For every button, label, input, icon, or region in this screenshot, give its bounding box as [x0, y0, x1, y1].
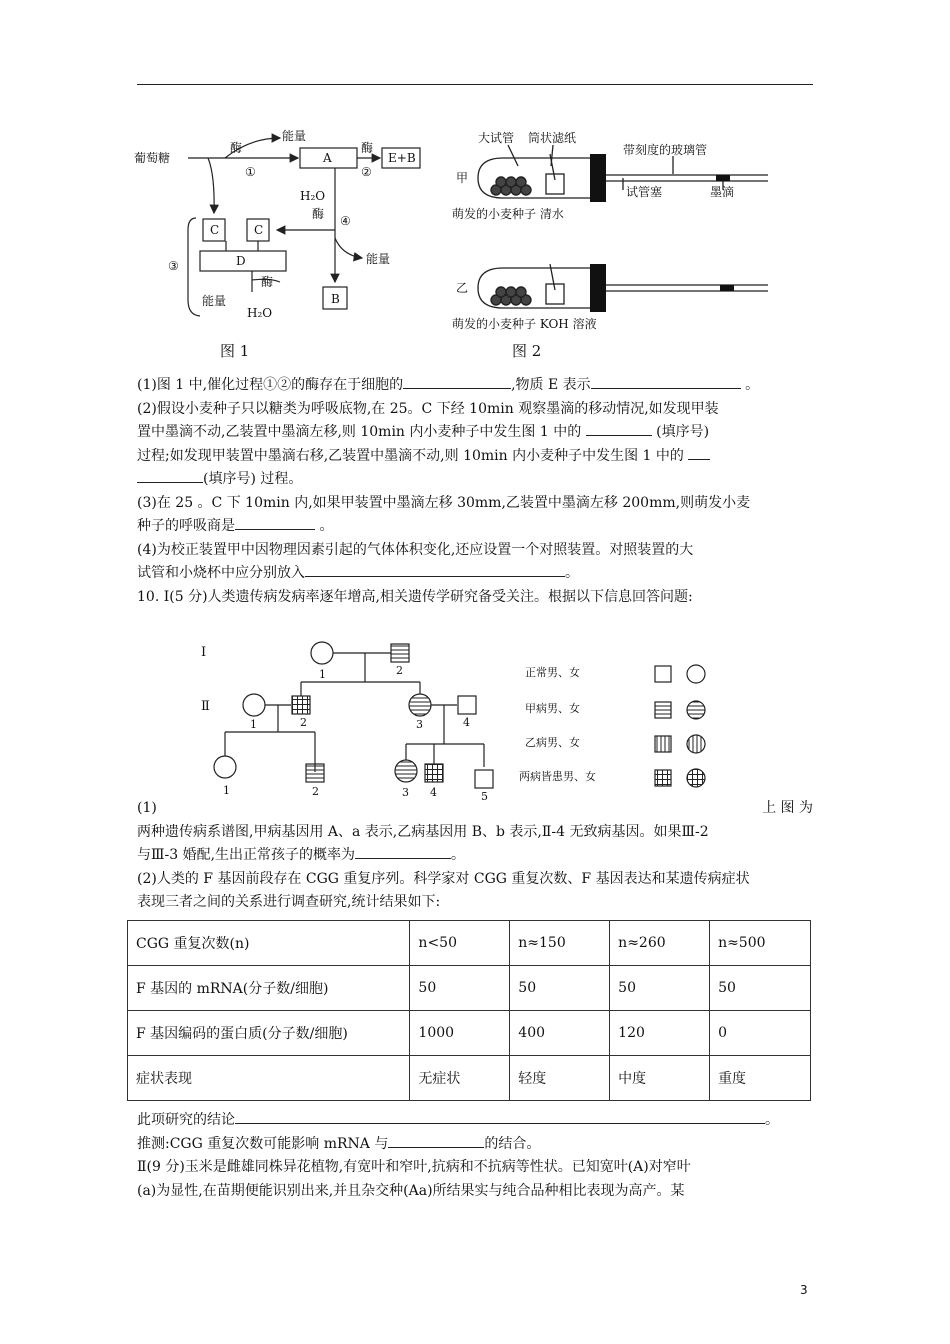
label-ii-4: 4 [463, 716, 470, 729]
table-cell: 120 [610, 1011, 710, 1056]
answer-blank [235, 1109, 765, 1124]
label-iii-4: 4 [430, 786, 437, 799]
q10-intro: 10. Ⅰ(5 分)人类遗传病发病率逐年增高,相关遗传学研究备受关注。根据以下信息回答问题: [137, 588, 693, 605]
table-cell: 400 [510, 1011, 610, 1056]
table-cell: 50 [610, 966, 710, 1011]
label-iii-2: 2 [312, 785, 319, 798]
figure-2-caption: 图 2 [512, 342, 542, 360]
table-cell: n≈500 [710, 921, 811, 966]
table-cell: 50 [510, 966, 610, 1011]
answer-blank [355, 844, 451, 859]
table-cell: 轻度 [510, 1056, 610, 1101]
label-water-2: H₂O [247, 306, 273, 320]
label-iii-5: 5 [481, 790, 488, 803]
label-ii-1: 1 [250, 718, 257, 731]
header-rule [137, 84, 813, 85]
answer-blank [403, 374, 511, 389]
label-step-1: ① [245, 165, 256, 179]
answer-blank [591, 374, 741, 389]
q9-part4-line2: 试管和小烧杯中应分别放入 。 [137, 562, 813, 586]
q9-part3-line2: 种子的呼吸商是 。 [137, 515, 813, 539]
node-c-left: C [210, 223, 220, 237]
table-row-header: F 基因的 mRNA(分子数/细胞) [128, 966, 410, 1011]
node-eb: E+B [388, 151, 416, 165]
label-enzyme-4: 酶 [261, 275, 274, 289]
table-cell: 50 [410, 966, 510, 1011]
answer-blank [688, 445, 710, 460]
label-big-tube: 大试管 [478, 131, 515, 145]
table-cell: 重度 [710, 1056, 811, 1101]
label-energy-1: 能量 [282, 129, 307, 143]
label-ii-2: 2 [300, 716, 307, 729]
label-glass-tube: 带刻度的玻璃管 [623, 143, 708, 157]
table-cell: n<50 [410, 921, 510, 966]
node-d: D [236, 254, 246, 268]
label-enzyme-1: 酶 [230, 141, 243, 155]
answer-blank [388, 1133, 484, 1148]
label-seeds-water: 萌发的小麦种子 清水 [452, 207, 564, 221]
label-enzyme-3: 酶 [312, 207, 325, 221]
q10-p1-line1: (1) 上 图 为 [137, 800, 813, 816]
q10-ii-line2: (a)为显性,在苗期便能识别出来,并且杂交种(Aa)所结果实与纯合品种相比表现为高产。某 [137, 1182, 685, 1199]
figure-2-respirometer [448, 126, 778, 331]
table-row [128, 966, 811, 1011]
table-row [128, 1056, 811, 1101]
label-stopper: 试管塞 [626, 185, 663, 199]
q10-p2-line1: (2)人类的 F 基因前段存在 CGG 重复序列。科学家对 CGG 重复次数、F 基因表达和某遗传病症状 [137, 870, 750, 887]
label-glucose: 葡萄糖 [134, 151, 171, 165]
label-iii-1: 1 [223, 784, 230, 797]
page-number: 3 [800, 1283, 808, 1297]
label-step-2: ② [361, 165, 372, 179]
guess-line: 推测:CGG 重复次数可能影响 mRNA 与 的结合。 [137, 1133, 813, 1157]
node-c-right: C [254, 223, 264, 237]
label-seeds-koh: 萌发的小麦种子 KOH 溶液 [452, 317, 597, 331]
table-cell: 50 [710, 966, 811, 1011]
label-generation-2: Ⅱ [201, 699, 210, 714]
label-generation-1: Ⅰ [201, 645, 207, 660]
question-10-part2 [137, 1109, 813, 1203]
q9-part2-line4: (填序号) 过程。 [137, 468, 813, 492]
q10-p1-line3: 与Ⅲ-3 婚配,生出正常孩子的概率为 。 [137, 844, 813, 868]
label-i-1: 1 [319, 668, 326, 681]
table-row-header: CGG 重复次数(n) [128, 921, 410, 966]
answer-blank [305, 562, 565, 577]
legend-both-diseases: 两病皆患男、女 [519, 770, 596, 783]
legend-disease-a: 甲病男、女 [525, 702, 580, 715]
table-row-header: 症状表现 [128, 1056, 410, 1101]
label-filter-paper: 筒状滤纸 [528, 131, 577, 145]
table-cell: 1000 [410, 1011, 510, 1056]
table-cell: 0 [710, 1011, 811, 1056]
figure-1-metabolism-diagram [130, 120, 430, 330]
table-row-header: F 基因编码的蛋白质(分子数/细胞) [128, 1011, 410, 1056]
table-cell: 中度 [610, 1056, 710, 1101]
question-9 [137, 374, 813, 609]
table-cell: 无症状 [410, 1056, 510, 1101]
answer-blank [586, 421, 652, 436]
node-a: A [323, 151, 332, 165]
q9-part1: (1)图 1 中,催化过程①②的酶存在于细胞的 ,物质 E 表示 。 [137, 374, 813, 398]
q9-part3-line1: (3)在 25 。C 下 10min 内,如果甲装置中墨滴左移 30mm,乙装置中墨滴左移 200mm,则萌发小麦 [137, 494, 751, 511]
table-row [128, 921, 811, 966]
q10-ii-line1: Ⅱ(9 分)玉米是雌雄同株异花植物,有宽叶和窄叶,抗病和不抗病等性状。已知宽叶(A)对窄叶 [137, 1159, 691, 1175]
node-b: B [331, 292, 340, 306]
q10-p2-line2: 表现三者之间的关系进行调查研究,统计结果如下: [137, 894, 441, 910]
label-water-1: H₂O [300, 189, 326, 203]
label-step-3: ③ [168, 259, 179, 273]
label-enzyme-2: 酶 [361, 141, 374, 155]
q9-part2-line2: 置中墨滴不动,乙装置中墨滴左移,则 10min 内小麦种子中发生图 1 中的 (填序号) [137, 421, 813, 445]
label-iii-3: 3 [402, 786, 409, 799]
label-ink-drop: 墨滴 [710, 185, 735, 199]
legend-normal: 正常男、女 [525, 666, 580, 679]
answer-blank [235, 515, 315, 530]
label-i-2: 2 [396, 664, 403, 677]
table-cell: n≈150 [510, 921, 610, 966]
label-setup-a: 甲 [456, 171, 469, 185]
label-energy-2: 能量 [202, 294, 227, 308]
q9-part2-line1: (2)假设小麦种子只以糖类为呼吸底物,在 25。C 下经 10min 观察墨滴的移动情况,如发现甲装 [137, 400, 719, 417]
conclusion-line: 此项研究的结论 。 [137, 1109, 813, 1133]
answer-blank [137, 468, 203, 483]
table-row [128, 1011, 811, 1056]
question-10-part1 [137, 797, 813, 915]
table-cell: n≈260 [610, 921, 710, 966]
cgg-statistics-table [127, 920, 811, 1101]
label-setup-b: 乙 [456, 281, 469, 295]
q9-part4-line1: (4)为校正装置甲中因物理因素引起的气体体积变化,还应设置一个对照装置。对照装置的大 [137, 541, 694, 558]
legend-disease-b: 乙病男、女 [525, 736, 580, 749]
figure-1-caption: 图 1 [220, 342, 250, 360]
label-ii-3: 3 [416, 718, 423, 731]
pedigree-chart [195, 632, 715, 807]
label-energy-3: 能量 [366, 252, 391, 266]
label-step-4: ④ [340, 214, 351, 228]
q10-p1-line2: 两种遗传病系谱图,甲病基因用 A、a 表示,乙病基因用 B、b 表示,Ⅱ-4 无致病基因。如果Ⅲ-2 [137, 823, 709, 840]
q9-part2-line3: 过程;如发现甲装置中墨滴右移,乙装置中墨滴不动,则 10min 内小麦种子中发生图 1 中的 [137, 445, 813, 469]
